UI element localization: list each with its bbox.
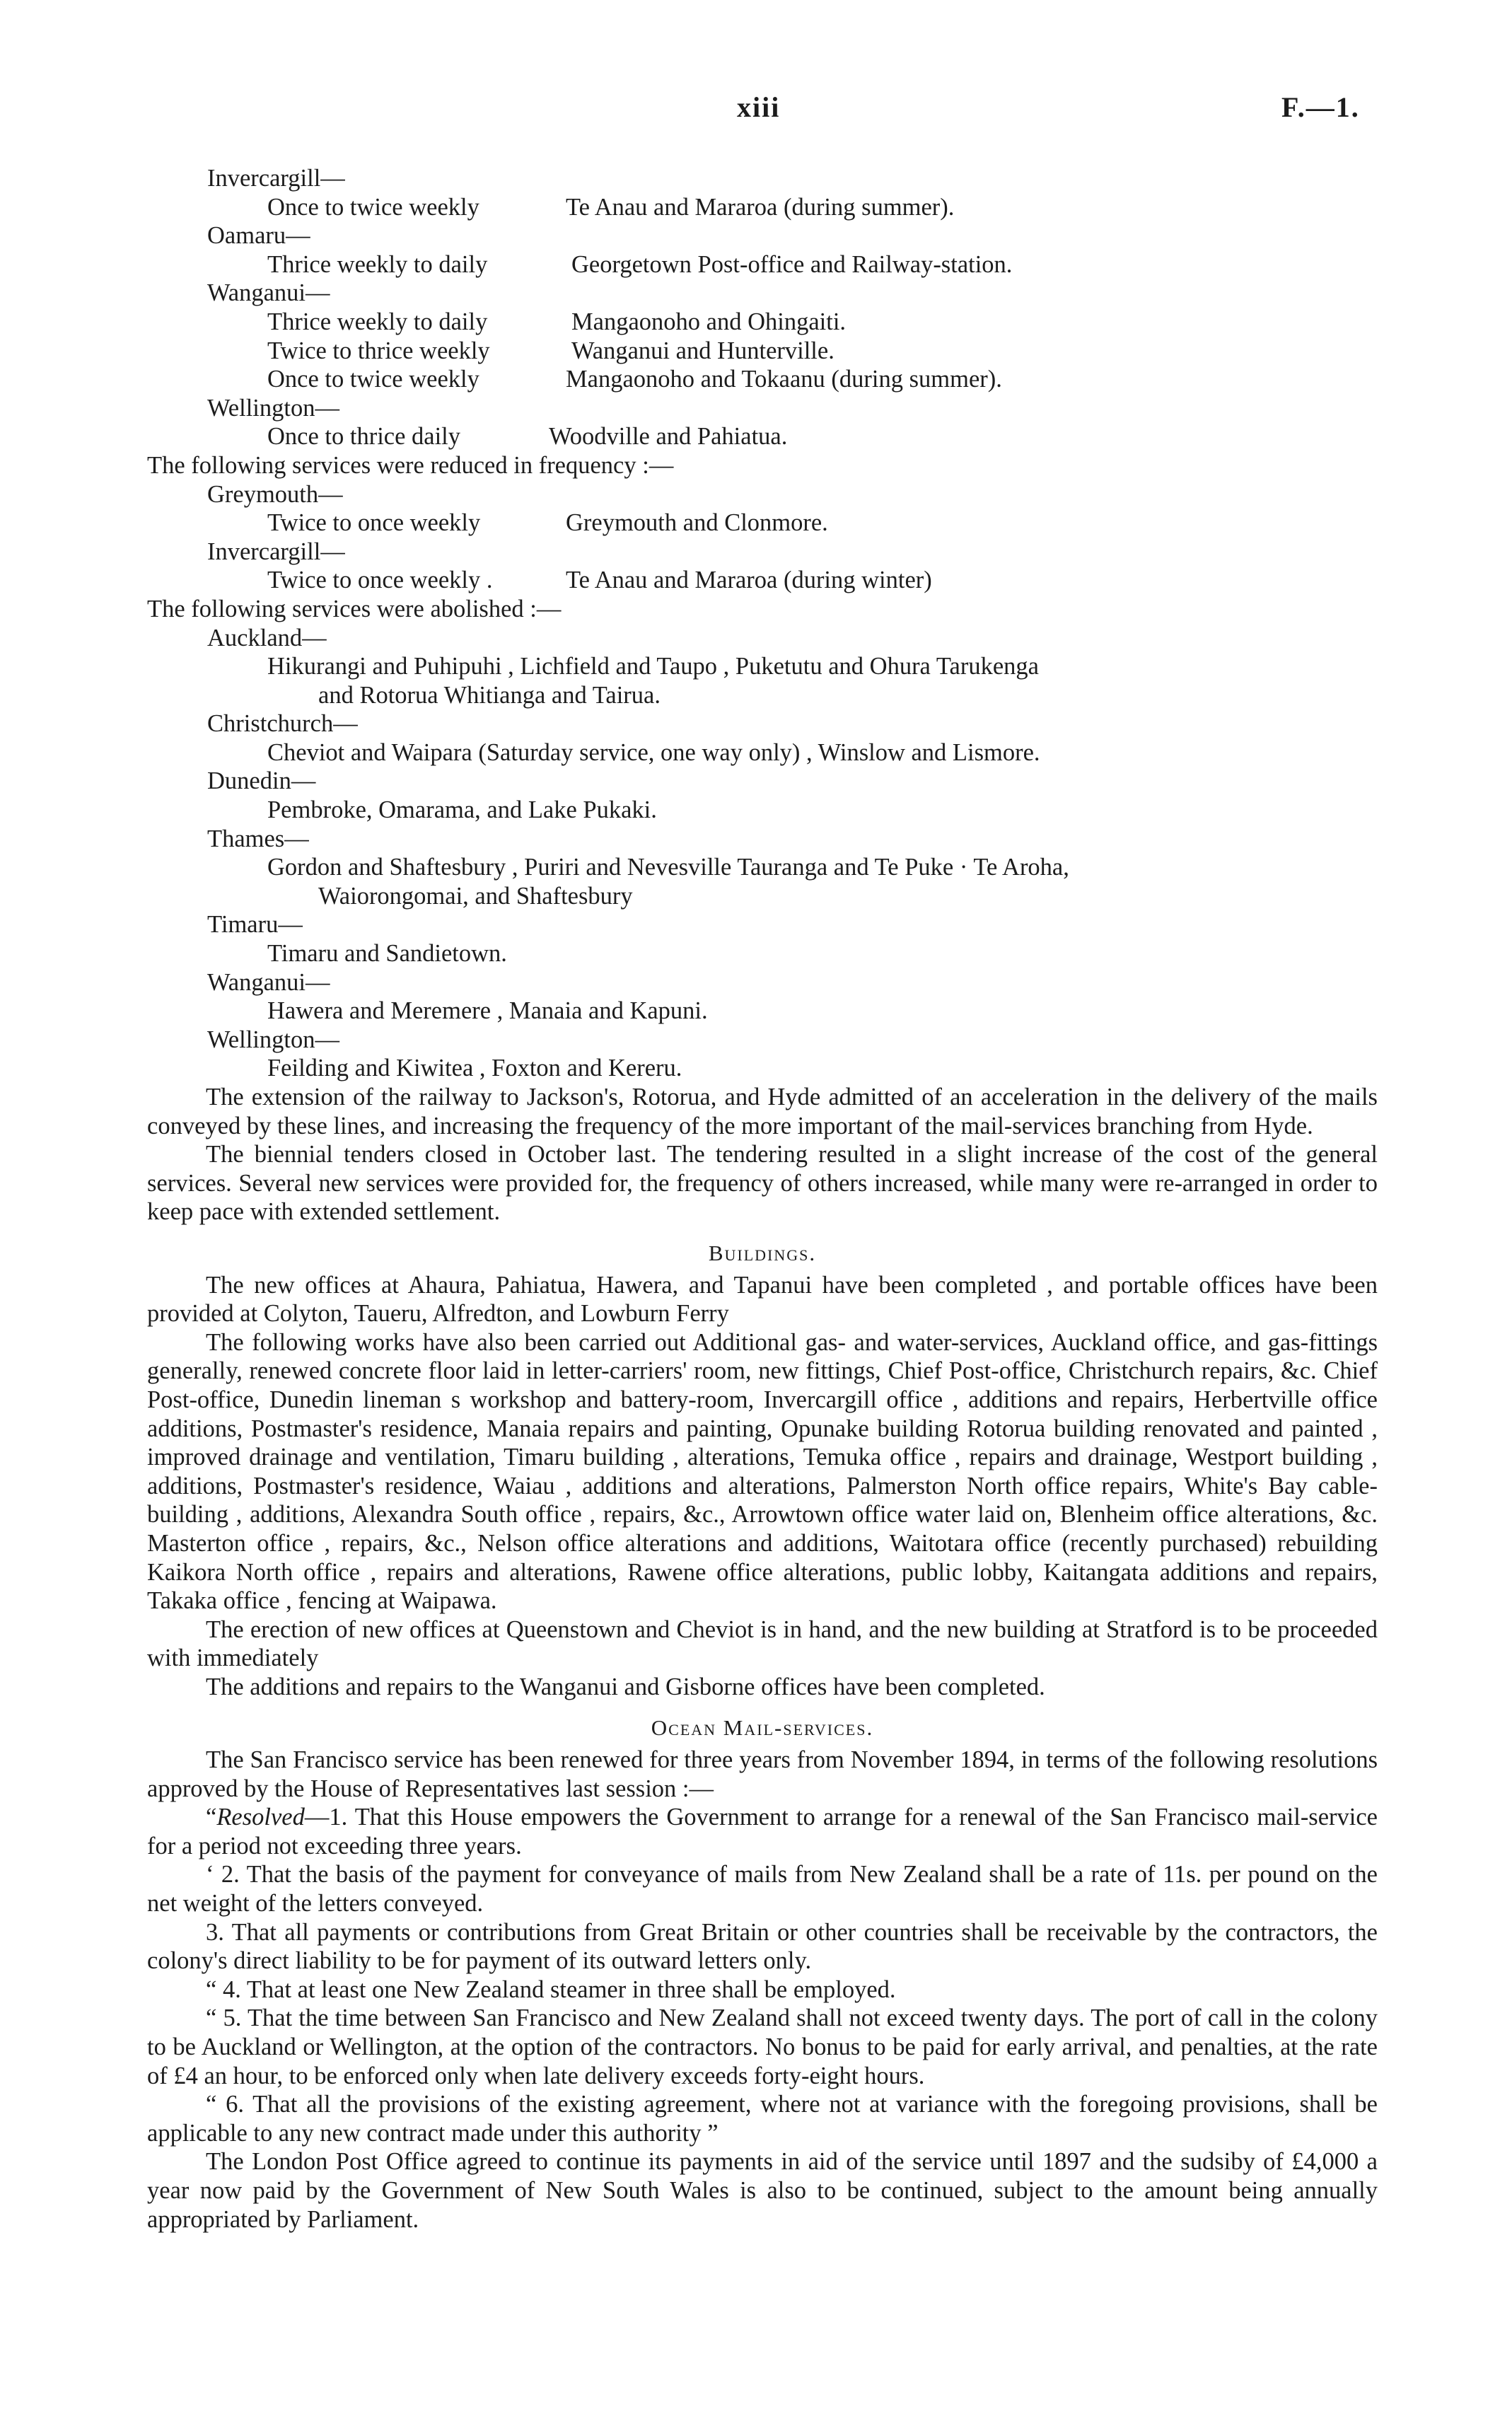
reduced-services-list: [147, 480, 1378, 595]
resolution-text: —1. That this House empowers the Government to arrange for a renewal of the San Francisco mail-service for a period not exceeding three years.: [147, 1804, 1378, 1859]
service-frequency: Twice to once weekly: [267, 509, 481, 537]
abolished-routes: Cheviot and Waipara (Saturday service, one way only) , Winslow and Lismore.: [267, 738, 1040, 766]
paragraph: The new offices at Ahaura, Pahiatua, Hawera, and Tapanui have been completed , and portable offices have been provided at Colyton, Taueru, Alfredton, and Lowburn Ferry: [147, 1271, 1378, 1328]
service-frequency: Twice to once weekly .: [267, 567, 493, 594]
service-row: [147, 422, 1378, 451]
office-heading: Invercargill—: [207, 165, 345, 192]
office-heading: Invercargill—: [207, 538, 345, 565]
office-heading: Wanganui—: [207, 968, 330, 996]
resolution: 3. That all payments or contributions from Great Britain or other countries shall be receivable by the contractors, the colony's direct liability to be for payment of its outward letters only.: [147, 1918, 1378, 1975]
office-heading: Wellington—: [207, 1026, 339, 1053]
paragraph: The extension of the railway to Jackson's, Rotorua, and Hyde admitted of an acceleration in the delivery of the mails conveyed by these lines, and increasing the frequency of the more important of the mail-services branching from Hyde.: [147, 1084, 1378, 1139]
abolished-routes: Gordon and Shaftesbury , Puriri and Nevesville Tauranga and Te Puke · Te Aroha,: [267, 854, 1069, 881]
paragraph: The San Francisco service has been renewed for three years from November 1894, in terms of the following resolutions approved by the House of Representatives last session :—: [147, 1746, 1378, 1802]
service-route: Te Anau and Mararoa (during winter): [566, 567, 932, 594]
office-heading: Wanganui—: [207, 279, 330, 307]
resolved-label: Resolved: [216, 1804, 305, 1831]
section-heading-ocean-mail: Ocean Mail-services.: [651, 1715, 874, 1741]
page-body: [147, 164, 1378, 2234]
abolished-routes: Feilding and Kiwitea , Foxton and Kereru.: [267, 1055, 682, 1082]
abolished-services-list: [147, 624, 1378, 1084]
service-route: Wanganui and Hunterville.: [571, 337, 834, 364]
office-heading: Oamaru—: [207, 222, 310, 250]
service-frequency: Twice to thrice weekly: [267, 337, 490, 364]
resolution: ‘ 2. That the basis of the payment for conveyance of mails from New Zealand shall be a rate of 11s. per pound on the net weight of the letters conveyed.: [147, 1861, 1378, 1917]
service-route: Te Anau and Mararoa (during summer).: [566, 193, 955, 221]
abolished-intro: The following services were abolished :—: [147, 595, 562, 622]
reduced-intro: The following services were reduced in frequency :—: [147, 451, 674, 479]
service-frequency: Once to twice weekly: [267, 193, 479, 221]
service-row: [147, 250, 1378, 279]
office-heading: Timaru—: [207, 911, 303, 939]
abolished-routes: Hikurangi and Puhipuhi , Lichfield and Taupo , Puketutu and Ohura Tarukenga: [267, 653, 1039, 680]
abolished-routes: Pembroke, Omarama, and Lake Pukaki.: [267, 796, 657, 824]
service-row: [147, 509, 1378, 538]
quote-mark: “: [206, 1804, 217, 1831]
abolished-routes: Timaru and Sandietown.: [267, 940, 507, 968]
service-frequency: Once to twice weekly: [267, 366, 479, 393]
service-frequency: Thrice weekly to daily: [267, 308, 488, 335]
service-frequency: Once to thrice daily: [267, 423, 461, 451]
service-row: [147, 337, 1378, 366]
page-number: xiii: [737, 91, 781, 123]
paragraph: The London Post Office agreed to continue its payments in aid of the service until 1897 and the sudsiby of £4,000 a year now paid by the Government of New South Wales is also to be continued, subject to the amount being annually appropriated by Parliament.: [147, 2148, 1378, 2233]
service-row: [147, 365, 1378, 394]
document-reference: F.—1.: [1281, 91, 1360, 123]
service-route: Georgetown Post-office and Railway-station.: [571, 250, 1013, 278]
service-route: Greymouth and Clonmore.: [566, 509, 828, 537]
service-row: [147, 308, 1378, 337]
paragraph: The following works have also been carried out Additional gas- and water-services, Auckland office, and gas-fittings generally, renewed concrete floor laid in letter-carriers' room, new fittings, Chief Post-office, Christchurch repairs, &c. Chief Post-office, Dunedin lineman s workshop and battery-room, Invercargill office , additions and repairs, Herbertville office additions, Postmaster's residence, Manaia repairs and painting, Opunake building Rotorua building renovated and painted , improved drainage and ventilation, Timaru building , alterations, Temuka office , repairs and drainage, Westport building , additions, Postmaster's residence, Waiau , additions and alterations, Palmerston North office repairs, White's Bay cable-building , additions, Alexandra South office , repairs, &c., Arrowtown office water laid on, Blenheim office alterations, &c. Masterton office , repairs, &c., Nelson office alterations and additions, Waitotara office (recently purchased) rebuilding Kaikora North office , repairs and alterations, Rawene office alterations, public lobby, Kaitangata additions and repairs, Takaka office , fencing at Waipawa.: [147, 1328, 1378, 1615]
resolution: “ 4. That at least one New Zealand steamer in three shall be employed.: [206, 1975, 896, 2003]
office-heading: Christchurch—: [207, 710, 358, 738]
abolished-routes-cont: and Rotorua Whitianga and Tairua.: [318, 681, 661, 709]
resolution: “ 5. That the time between San Francisco and New Zealand shall not exceed twenty days. The port of call in the colony to be Auckland or Wellington, at the option of the contractors. No bonus to be paid for early arrival, and penalties, at the rate of £4 an hour, to be enforced only when late delivery exceeds forty-eight hours.: [147, 2004, 1378, 2089]
service-route: Mangaonoho and Ohingaiti.: [571, 308, 847, 335]
service-frequency: Thrice weekly to daily: [267, 250, 488, 278]
office-heading: Auckland—: [207, 624, 327, 651]
office-heading: Wellington—: [207, 394, 339, 422]
paragraph: The erection of new offices at Queenstown and Cheviot is in hand, and the new building at Stratford is to be proceeded with immediately: [147, 1615, 1378, 1672]
paragraph: The additions and repairs to the Wanganui and Gisborne offices have been completed.: [206, 1673, 1045, 1700]
office-heading: Dunedin—: [207, 767, 316, 795]
paragraph: The biennial tenders closed in October last. The tendering resulted in a slight increase of the cost of the general services. Several new services were provided for, the frequency of others increased, while many were re-arranged in order to keep pace with extended settlement.: [147, 1141, 1378, 1226]
service-route: Mangaonoho and Tokaanu (during summer).: [566, 366, 1002, 393]
section-heading-buildings: Buildings.: [708, 1240, 817, 1265]
abolished-routes: Hawera and Meremere , Manaia and Kapuni.: [267, 997, 708, 1025]
abolished-routes-cont: Waiorongomai, and Shaftesbury: [318, 882, 633, 910]
service-row: [147, 193, 1378, 222]
service-row: [147, 566, 1378, 595]
resolution-1: [147, 1803, 1378, 1860]
office-heading: Greymouth—: [207, 480, 343, 508]
service-route: Woodville and Pahiatua.: [549, 423, 788, 451]
resolution: “ 6. That all the provisions of the existing agreement, where not at variance with the foregoing provisions, shall be applicable to any new contract made under this authority ”: [147, 2091, 1378, 2147]
office-heading: Thames—: [207, 825, 309, 852]
increased-services-list: [147, 164, 1378, 451]
